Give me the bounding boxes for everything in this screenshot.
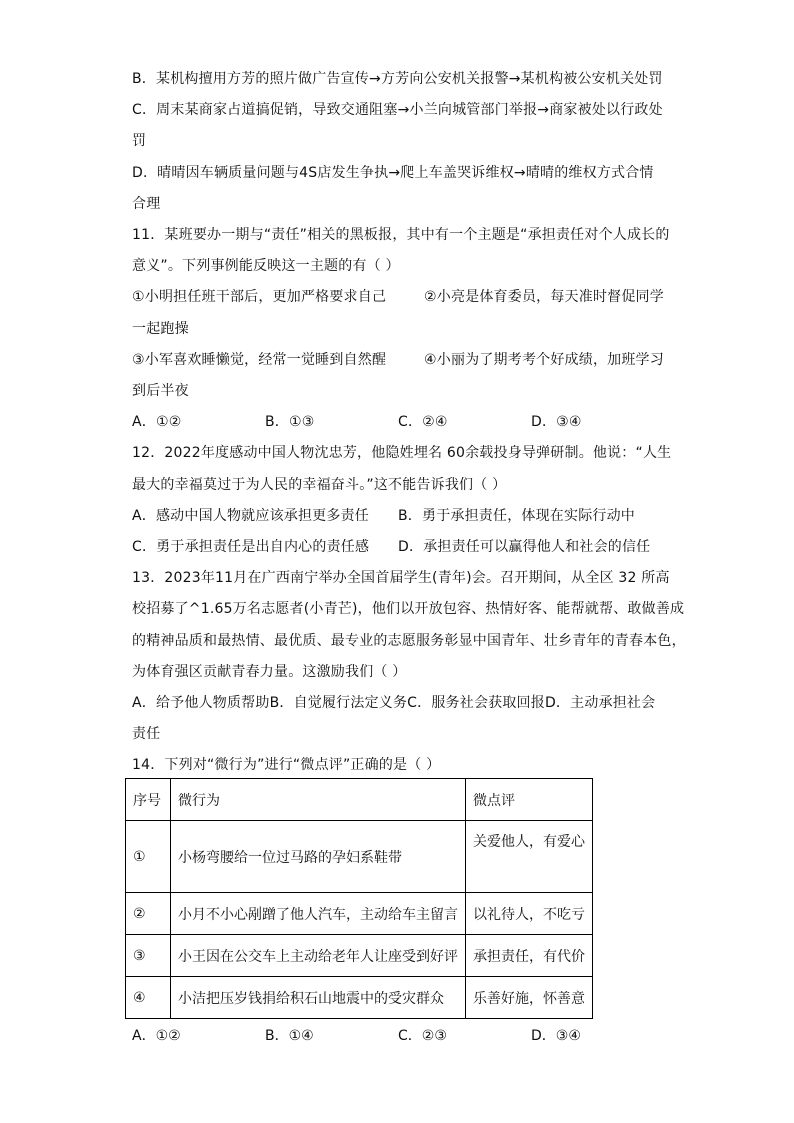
q14-options	[132, 1024, 664, 1048]
table-row	[126, 893, 593, 935]
table-cell: 小杨弯腰给一位过马路的孕妇系鞋带	[171, 821, 466, 893]
q14-option-b[interactable]: B．①④	[265, 1028, 314, 1044]
table-cell: ④	[126, 977, 171, 1019]
q11-item-3: ③小军喜欢睡懒觉，经常一觉睡到自然醒	[132, 351, 387, 368]
table-cell: ①	[126, 821, 171, 893]
q14-stem: 14．下列对“微行为”进行“微点评”正确的是（ ）	[132, 757, 441, 774]
table-cell: ③	[126, 935, 171, 977]
question-content	[132, 64, 686, 782]
q14-option-d[interactable]: D．③④	[531, 1028, 581, 1044]
table-cell: 小王因在公交车上主动给老年人让座受到好评	[171, 935, 466, 977]
q10-option-d: D．晴晴因车辆质量问题与4S店发生争执→爬上车盖哭诉维权→晴晴的维权方式合情	[132, 164, 654, 181]
q12-options-row2	[132, 532, 664, 563]
table-cell: 承担责任，有代价	[466, 935, 593, 977]
table-header-cell: 微行为	[171, 779, 466, 821]
q10-option-d-cont: 合理	[132, 195, 161, 212]
table-header-row	[126, 779, 593, 821]
q10-option-b: B．某机构擅用方芳的照片做广告宣传→方芳向公安机关报警→某机构被公安机关处罚	[132, 71, 663, 87]
q12-option-b[interactable]: B．勇于承担责任，体现在实际行动中	[398, 507, 636, 524]
q14-option-c[interactable]: C．②③	[398, 1028, 447, 1044]
table-header-cell: 序号	[126, 779, 171, 821]
q12-option-d[interactable]: D．承担责任可以赢得他人和社会的信任	[398, 539, 651, 556]
q11-stem-cont: 意义”。下列事例能反映这一主题的有（ ）	[132, 258, 400, 275]
table-cell: 小月不小心剐蹭了他人汽车，主动给车主留言	[171, 893, 466, 935]
q12-stem-cont: 最大的幸福莫过于为人民的幸福奋斗。”这不能告诉我们（ ）	[132, 476, 507, 493]
table-row	[126, 935, 593, 977]
q14-table	[125, 778, 593, 1019]
q11-items-row1	[132, 282, 664, 313]
table-cell: 关爱他人，有爱心	[466, 821, 593, 893]
q11-option-a[interactable]: A．①②	[132, 414, 182, 431]
q11-options	[132, 407, 664, 438]
q11-stem: 11．某班要办一期与“责任”相关的黑板报，其中有一个主题是“承担责任对个人成长的	[132, 227, 670, 244]
q11-item-1: ①小明担任班干部后，更加严格要求自己	[132, 289, 387, 306]
q11-item-2: ②小亮是体育委员，每天准时督促同学	[424, 289, 664, 306]
table-row	[126, 977, 593, 1019]
q13-options[interactable]: A．给予他人物质帮助B．自觉履行法定义务C．服务社会获取回报D．主动承担社会	[132, 695, 656, 712]
q14-option-a[interactable]: A．①②	[132, 1028, 181, 1044]
q12-stem: 12．2022年度感动中国人物沈忠芳，他隐姓埋名 60余载投身导弹研制。他说：“人生	[132, 445, 672, 462]
q13-stem-cont-3: 为体育强区贡献青春力量。这激励我们（ ）	[132, 663, 407, 680]
table-cell: 小洁把压岁钱捐给积石山地震中的受灾群众	[171, 977, 466, 1019]
q11-option-d[interactable]: D．③④	[531, 414, 582, 431]
q11-item-4: ④小丽为了期考考个好成绩，加班学习	[424, 351, 664, 368]
q12-options-row1	[132, 501, 664, 532]
table-cell: 以礼待人，不吃亏	[466, 893, 593, 935]
q11-option-c[interactable]: C．②④	[398, 414, 448, 431]
q10-option-c-cont: 罚	[132, 133, 147, 150]
q13-options-cont: 责任	[132, 726, 161, 743]
q11-item-4-cont: 到后半夜	[132, 383, 189, 400]
table-header-cell: 微点评	[466, 779, 593, 821]
q12-option-a[interactable]: A．感动中国人物就应该承担更多责任	[132, 507, 369, 524]
q13-stem-cont-2: 的精神品质和最热情、最优质、最专业的志愿服务彰显中国青年、壮乡青年的青春本色，	[132, 632, 686, 649]
q11-items-row2	[132, 345, 664, 376]
q11-item-2-cont: 一起跑操	[132, 320, 189, 337]
q10-option-c: C．周末某商家占道搞促销，导致交通阻塞→小兰向城管部门举报→商家被处以行政处	[132, 102, 663, 119]
q13-stem: 13．2023年11月在广西南宁举办全国首届学生(青年)会。召开期间，从全区 32 所高	[132, 570, 670, 587]
table-row	[126, 821, 593, 893]
q12-option-c[interactable]: C．勇于承担责任是出自内心的责任感	[132, 539, 370, 556]
table-cell: ②	[126, 893, 171, 935]
q13-stem-cont-1: 校招募了^1.65万名志愿者(小青芒)，他们以开放包容、热情好客、能帮就帮、敢做善成	[132, 601, 685, 618]
q11-option-b[interactable]: B．①③	[265, 414, 315, 431]
table-cell: 乐善好施，怀善意	[466, 977, 593, 1019]
